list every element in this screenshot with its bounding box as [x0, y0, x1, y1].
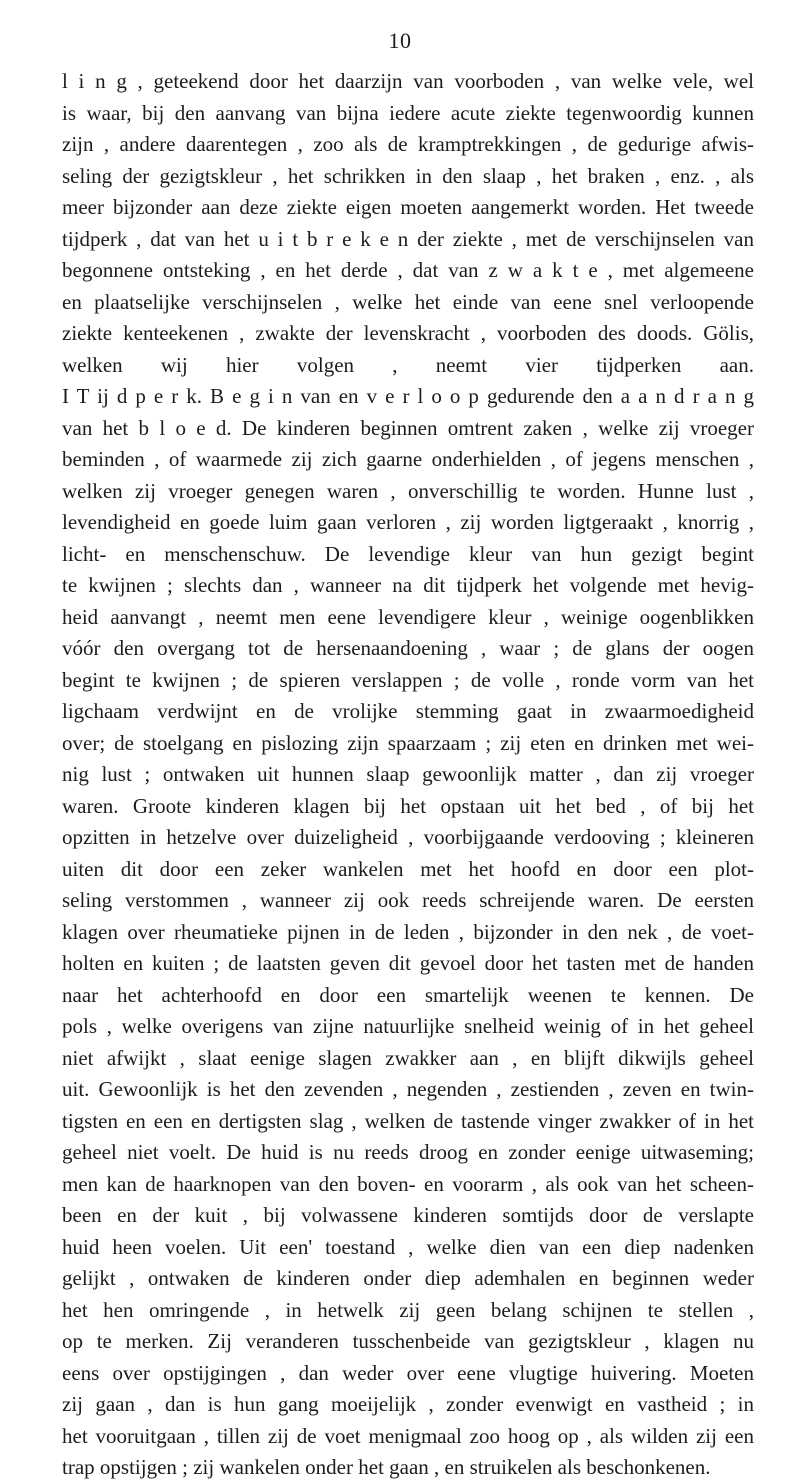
text-line: begint te kwijnen ; de spieren verslappen ; de volle , ronde vorm van het: [62, 667, 754, 692]
text-line: gelijkt , ontwaken de kinderen onder diep ademhalen en beginnen weder: [62, 1266, 754, 1290]
text-line: klagen over rheumatieke pijnen in de leden , bijzonder in den nek , de voet-: [62, 919, 754, 944]
text-line: nig lust ; ontwaken uit hunnen slaap gewoonlijk matter , dan zij vroeger: [62, 762, 754, 786]
text-line: welken zij vroeger genegen waren , onverschillig te worden. Hunne lust ,: [62, 478, 754, 503]
text-line: eens over opstijgingen , dan weder over eene vlugtige huivering. Moeten: [62, 1360, 754, 1385]
text-line: zijn , andere daarentegen , zoo als de kramptrekkingen , de gedurige afwis-: [62, 132, 754, 156]
text-line: holten en kuiten ; de laatsten geven dit gevoel door het tasten met de handen: [62, 951, 754, 975]
text-line: waren. Groote kinderen klagen bij het opstaan uit het bed , of bij het: [62, 793, 754, 818]
text-line: begonnene ontsteking , en het derde , dat van z w a k t e , met algemeene: [62, 258, 754, 282]
text-line: opzitten in hetzelve over duizeligheid , voorbijgaande verdooving ; kleineren: [62, 825, 754, 849]
text-line: en plaatselijke verschijnselen , welke het einde van eene snel verloopende: [62, 289, 754, 314]
text-line: van het b l o e d. De kinderen beginnen omtrent zaken , welke zij vroeger: [62, 415, 754, 440]
text-line: tigsten en een en dertigsten slag , welken de tastende vinger zwakker of in het: [62, 1108, 754, 1133]
text-line: licht- en menschenschuw. De levendige kleur van hun gezigt begint: [62, 541, 754, 566]
text-line: levendigheid en goede luim gaan verloren , zij worden ligtgeraakt , knorrig ,: [62, 510, 754, 534]
text-line: beminden , of waarmede zij zich gaarne onderhielden , of jegens menschen ,: [62, 447, 754, 471]
text-line: welken wij hier volgen , neemt vier tijdperken aan.: [62, 352, 754, 377]
text-line: geheel niet voelt. De huid is nu reeds droog en zonder eenige uitwaseming;: [62, 1140, 754, 1164]
text-line: uit. Gewoonlijk is het den zevenden , negenden , zestienden , zeven en twin-: [62, 1077, 754, 1101]
text-line: het hen omringende , in hetwelk zij geen belang schijnen te stellen ,: [62, 1297, 754, 1322]
text-line: niet afwijkt , slaat eenige slagen zwakker aan , en blijft dikwijls geheel: [62, 1045, 754, 1070]
body-text: [62, 66, 754, 1484]
text-line: men kan de haarknopen van den boven- en voorarm , als ook van het scheen-: [62, 1171, 754, 1196]
text-line: huid heen voelen. Uit een' toestand , welke dien van een diep nadenken: [62, 1234, 754, 1259]
text-line: over; de stoelgang en pislozing zijn spaarzaam ; zij eten en drinken met wei-: [62, 730, 754, 755]
text-line: op te merken. Zij veranderen tusschenbeide van gezigtskleur , klagen nu: [62, 1329, 754, 1353]
text-line: I T ij d p e r k. B e g i n van en v e r l o o p gedurende den a a n d r a n g: [62, 384, 754, 408]
text-line: trap opstijgen ; zij wankelen onder het gaan , en struikelen als beschonkenen.: [62, 1455, 711, 1479]
text-line: been en der kuit , bij volwassene kinderen somtijds door de verslapte: [62, 1203, 754, 1227]
text-line: uiten dit door een zeker wankelen met het hoofd en door een plot-: [62, 856, 754, 881]
text-line: is waar, bij den aanvang van bijna iedere acute ziekte tegenwoordig kunnen: [62, 100, 754, 125]
text-line: te kwijnen ; slechts dan , wanneer na dit tijdperk het volgende met hevig-: [62, 573, 754, 597]
text-line: het vooruitgaan , tillen zij de voet menigmaal zoo hoog op , als wilden zij een: [62, 1423, 754, 1448]
page-number: 10: [388, 28, 412, 53]
text-line: naar het achterhoofd en door een smartelijk weenen te kennen. De: [62, 982, 754, 1007]
text-line: tijdperk , dat van het u i t b r e k e n der ziekte , met de verschijnselen van: [62, 226, 754, 251]
text-line: pols , welke overigens van zijne natuurlijke snelheid weinig of in het geheel: [62, 1014, 754, 1038]
text-line: ziekte kenteekenen , zwakte der levenskracht , voorboden des doods. Gölis,: [62, 321, 754, 345]
text-line: heid aanvangt , neemt men eene levendigere kleur , weinige oogenblikken: [62, 604, 754, 629]
text-line: l i n g , geteekend door het daarzijn van voorboden , van welke vele, wel: [62, 69, 754, 93]
text-line: zij gaan , dan is hun gang moeijelijk , zonder evenwigt en vastheid ; in: [62, 1392, 754, 1416]
text-line: seling der gezigtskleur , het schrikken in den slaap , het braken , enz. , als: [62, 163, 754, 188]
text-line: meer bijzonder aan deze ziekte eigen moeten aangemerkt worden. Het tweede: [62, 195, 754, 219]
text-line: vóór den overgang tot de hersenaandoening , waar ; de glans der oogen: [62, 636, 754, 660]
text-line: ligchaam verdwijnt en de vrolijke stemming gaat in zwaarmoedigheid: [62, 699, 754, 723]
text-line: seling verstommen , wanneer zij ook reeds schreijende waren. De eersten: [62, 888, 754, 912]
